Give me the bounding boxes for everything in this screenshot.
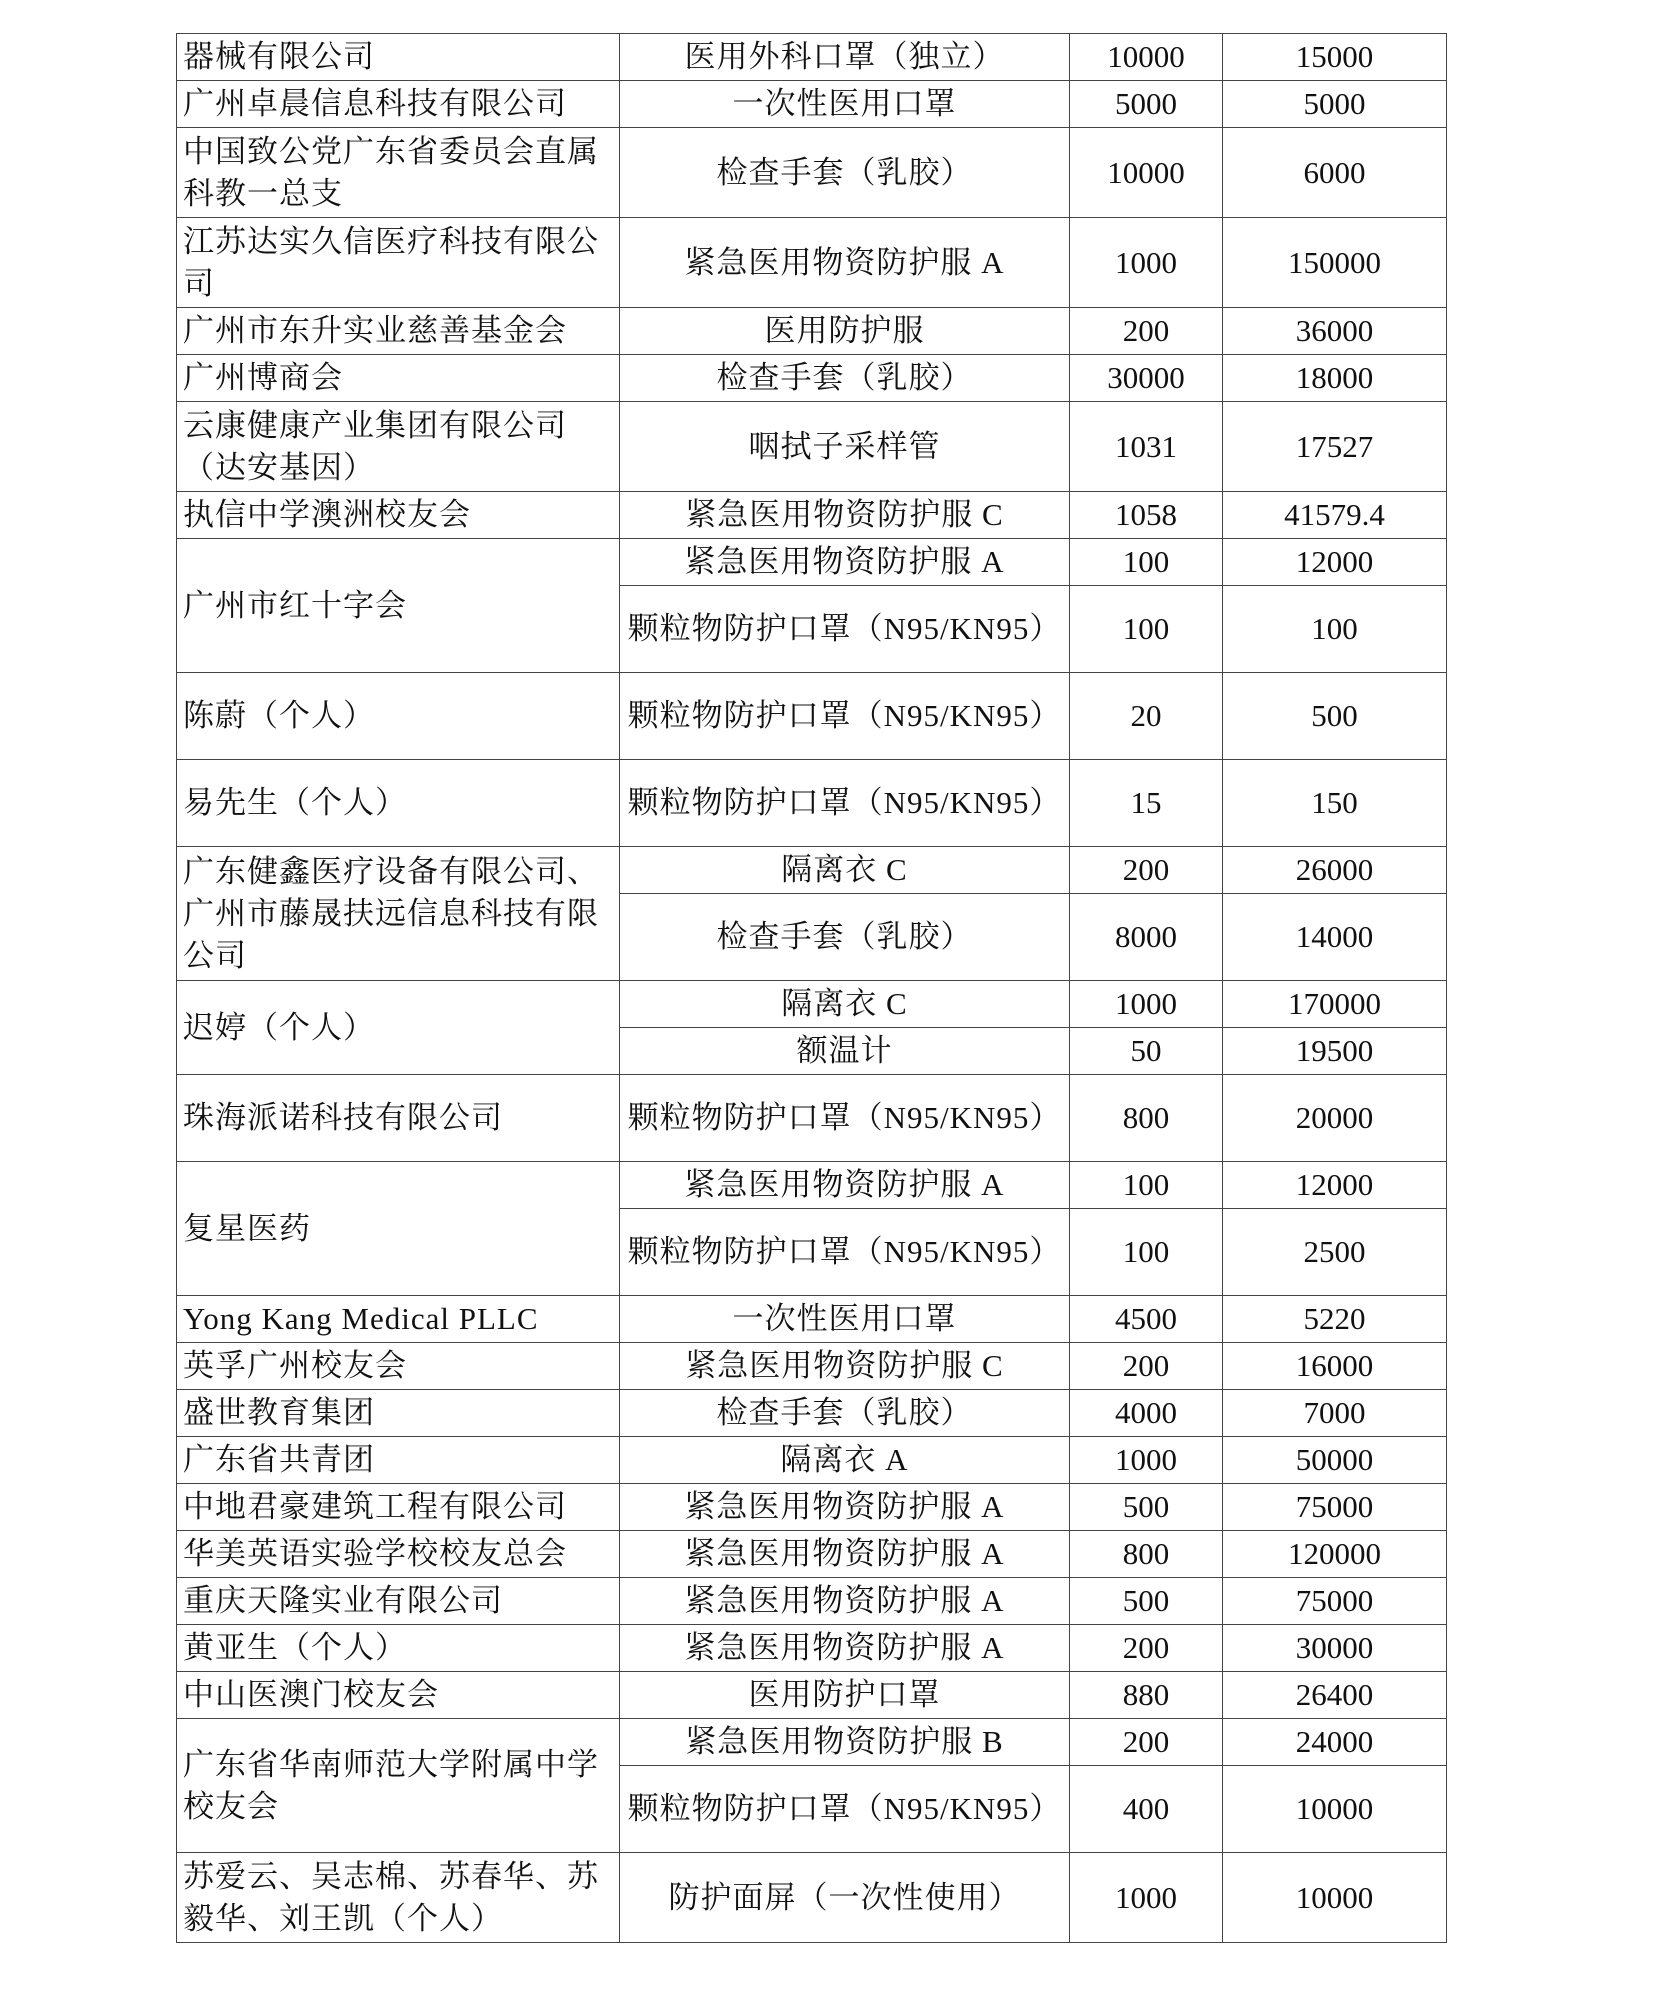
donor-cell: 广东省华南师范大学附属中学校友会 [177,1719,620,1853]
item-cell: 颗粒物防护口罩（N95/KN95） [620,760,1070,847]
item-cell: 紧急医用物资防护服 B [620,1719,1070,1766]
table-row [177,492,1447,539]
donor-cell: 广州卓晨信息科技有限公司 [177,81,620,128]
value-cell: 50000 [1223,1437,1447,1484]
quantity-cell: 20 [1070,673,1223,760]
table-row [177,128,1447,218]
item-cell: 检查手套（乳胶） [620,1390,1070,1437]
donor-cell: 广东省共青团 [177,1437,620,1484]
table-row [177,1853,1447,1943]
value-cell: 24000 [1223,1719,1447,1766]
table-row [177,981,1447,1028]
donor-cell: 盛世教育集团 [177,1390,620,1437]
table-row [177,539,1447,586]
item-cell: 紧急医用物资防护服 C [620,1343,1070,1390]
quantity-cell: 1000 [1070,981,1223,1028]
value-cell: 17527 [1223,402,1447,492]
table-row [177,402,1447,492]
value-cell: 6000 [1223,128,1447,218]
quantity-cell: 100 [1070,586,1223,673]
quantity-cell: 1000 [1070,1853,1223,1943]
item-cell: 紧急医用物资防护服 A [620,1578,1070,1625]
quantity-cell: 200 [1070,308,1223,355]
item-cell: 医用防护服 [620,308,1070,355]
quantity-cell: 4000 [1070,1390,1223,1437]
table-row [177,1625,1447,1672]
quantity-cell: 1058 [1070,492,1223,539]
quantity-cell: 30000 [1070,355,1223,402]
quantity-cell: 5000 [1070,81,1223,128]
quantity-cell: 100 [1070,539,1223,586]
item-cell: 检查手套（乳胶） [620,128,1070,218]
value-cell: 12000 [1223,1162,1447,1209]
item-cell: 检查手套（乳胶） [620,355,1070,402]
item-cell: 额温计 [620,1028,1070,1075]
item-cell: 紧急医用物资防护服 A [620,1625,1070,1672]
value-cell: 19500 [1223,1028,1447,1075]
table-row [177,1162,1447,1209]
item-cell: 颗粒物防护口罩（N95/KN95） [620,673,1070,760]
value-cell: 5220 [1223,1296,1447,1343]
quantity-cell: 10000 [1070,128,1223,218]
item-cell: 医用外科口罩（独立） [620,34,1070,81]
donor-cell: 易先生（个人） [177,760,620,847]
item-cell: 紧急医用物资防护服 A [620,1484,1070,1531]
item-cell: 咽拭子采样管 [620,402,1070,492]
table-row [177,34,1447,81]
value-cell: 30000 [1223,1625,1447,1672]
table-row [177,1437,1447,1484]
quantity-cell: 8000 [1070,894,1223,981]
donor-cell: 迟婷（个人） [177,981,620,1075]
table-row [177,1578,1447,1625]
donor-cell: 广州市红十字会 [177,539,620,673]
table-row [177,355,1447,402]
value-cell: 100 [1223,586,1447,673]
value-cell: 18000 [1223,355,1447,402]
table-row [177,1484,1447,1531]
donor-cell: 珠海派诺科技有限公司 [177,1075,620,1162]
value-cell: 10000 [1223,1853,1447,1943]
value-cell: 36000 [1223,308,1447,355]
item-cell: 颗粒物防护口罩（N95/KN95） [620,1075,1070,1162]
donor-cell: 陈蔚（个人） [177,673,620,760]
quantity-cell: 200 [1070,1625,1223,1672]
value-cell: 5000 [1223,81,1447,128]
quantity-cell: 1000 [1070,1437,1223,1484]
donor-cell: 华美英语实验学校校友总会 [177,1531,620,1578]
item-cell: 紧急医用物资防护服 A [620,1162,1070,1209]
item-cell: 颗粒物防护口罩（N95/KN95） [620,1209,1070,1296]
item-cell: 紧急医用物资防护服 C [620,492,1070,539]
value-cell: 2500 [1223,1209,1447,1296]
quantity-cell: 500 [1070,1578,1223,1625]
item-cell: 检查手套（乳胶） [620,894,1070,981]
donor-cell: 器械有限公司 [177,34,620,81]
quantity-cell: 880 [1070,1672,1223,1719]
value-cell: 16000 [1223,1343,1447,1390]
item-cell: 隔离衣 C [620,847,1070,894]
quantity-cell: 800 [1070,1075,1223,1162]
quantity-cell: 4500 [1070,1296,1223,1343]
quantity-cell: 50 [1070,1028,1223,1075]
donation-table [176,33,1447,1943]
quantity-cell: 200 [1070,1343,1223,1390]
item-cell: 紧急医用物资防护服 A [620,218,1070,308]
item-cell: 紧急医用物资防护服 A [620,539,1070,586]
item-cell: 隔离衣 C [620,981,1070,1028]
value-cell: 41579.4 [1223,492,1447,539]
value-cell: 26400 [1223,1672,1447,1719]
donor-cell: 英孚广州校友会 [177,1343,620,1390]
table-row [177,673,1447,760]
value-cell: 500 [1223,673,1447,760]
table-row [177,1343,1447,1390]
donor-cell: 广州市东升实业慈善基金会 [177,308,620,355]
donor-cell: 重庆天隆实业有限公司 [177,1578,620,1625]
donor-cell: 苏爱云、吴志棉、苏春华、苏毅华、刘王凯（个人） [177,1853,620,1943]
quantity-cell: 15 [1070,760,1223,847]
item-cell: 一次性医用口罩 [620,81,1070,128]
table-row [177,1719,1447,1766]
item-cell: 一次性医用口罩 [620,1296,1070,1343]
quantity-cell: 1031 [1070,402,1223,492]
donor-cell: 中国致公党广东省委员会直属科教一总支 [177,128,620,218]
donor-cell: 云康健康产业集团有限公司（达安基因） [177,402,620,492]
value-cell: 12000 [1223,539,1447,586]
item-cell: 颗粒物防护口罩（N95/KN95） [620,586,1070,673]
value-cell: 20000 [1223,1075,1447,1162]
table-row [177,81,1447,128]
quantity-cell: 200 [1070,1719,1223,1766]
quantity-cell: 100 [1070,1162,1223,1209]
value-cell: 120000 [1223,1531,1447,1578]
item-cell: 医用防护口罩 [620,1672,1070,1719]
donor-cell: Yong Kang Medical PLLC [177,1296,620,1343]
quantity-cell: 500 [1070,1484,1223,1531]
table-row [177,1531,1447,1578]
donor-cell: 广州博商会 [177,355,620,402]
quantity-cell: 800 [1070,1531,1223,1578]
table-row [177,1075,1447,1162]
table-row [177,847,1447,894]
value-cell: 75000 [1223,1484,1447,1531]
value-cell: 10000 [1223,1766,1447,1853]
value-cell: 7000 [1223,1390,1447,1437]
item-cell: 隔离衣 A [620,1437,1070,1484]
value-cell: 170000 [1223,981,1447,1028]
value-cell: 15000 [1223,34,1447,81]
value-cell: 150000 [1223,218,1447,308]
quantity-cell: 400 [1070,1766,1223,1853]
item-cell: 紧急医用物资防护服 A [620,1531,1070,1578]
quantity-cell: 1000 [1070,218,1223,308]
item-cell: 防护面屏（一次性使用） [620,1853,1070,1943]
quantity-cell: 10000 [1070,34,1223,81]
table-row [177,1296,1447,1343]
value-cell: 14000 [1223,894,1447,981]
table-row [177,308,1447,355]
table-row [177,760,1447,847]
value-cell: 150 [1223,760,1447,847]
donor-cell: 广东健鑫医疗设备有限公司、广州市藤晟扶远信息科技有限公司 [177,847,620,981]
quantity-cell: 200 [1070,847,1223,894]
table-row [177,218,1447,308]
value-cell: 75000 [1223,1578,1447,1625]
quantity-cell: 100 [1070,1209,1223,1296]
donor-cell: 复星医药 [177,1162,620,1296]
donor-cell: 中地君豪建筑工程有限公司 [177,1484,620,1531]
table-row [177,1672,1447,1719]
donor-cell: 执信中学澳洲校友会 [177,492,620,539]
item-cell: 颗粒物防护口罩（N95/KN95） [620,1766,1070,1853]
donor-cell: 江苏达实久信医疗科技有限公司 [177,218,620,308]
table-row [177,1390,1447,1437]
donor-cell: 中山医澳门校友会 [177,1672,620,1719]
value-cell: 26000 [1223,847,1447,894]
donor-cell: 黄亚生（个人） [177,1625,620,1672]
